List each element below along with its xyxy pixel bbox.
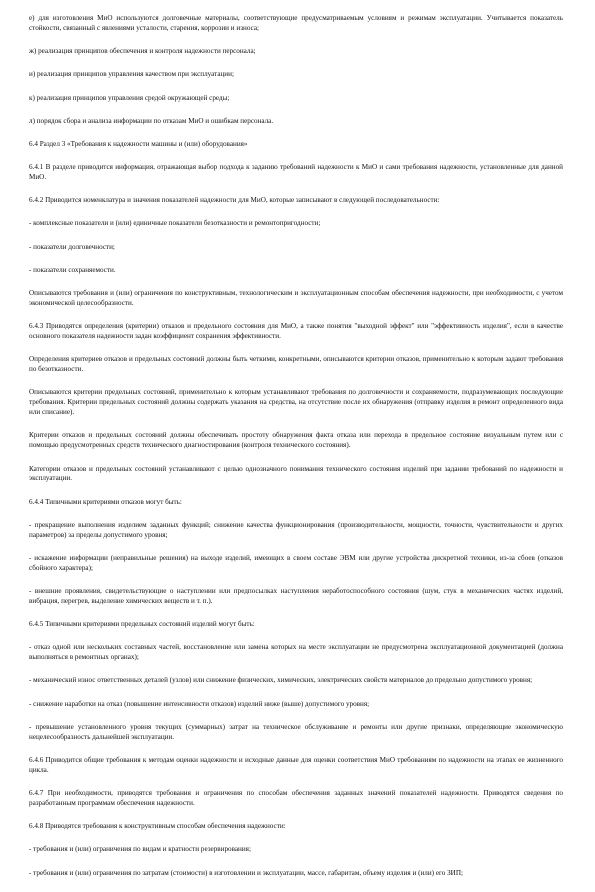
paragraph-failure-criteria: Определения критериев отказов и предельных состояний должны быть четкими, конкретными, описываются критерии отказов, применительно к которым задают требования по безотказности. xyxy=(29,355,563,374)
bullet-mtbf-decrease: - снижение наработки на отказ (повышение интенсивности отказов) изделий ниже (выше) допустимого уровня; xyxy=(29,699,370,708)
bullet-durability: - показатели долговечности; xyxy=(29,242,115,251)
paragraph-requirements: Описываются требования и (или) ограничения по конструктивным, технологическим и эксплуатационным способам обеспечения надежности, при необходимости, с учетом экономической целесообразности. xyxy=(29,289,563,307)
bullet-mechanical-wear: - механический износ ответственных деталей (узлов) или снижение физических, химических, электрических свойств материалов до предельно допустимого уровня; xyxy=(29,676,533,685)
section-heading: 6.4 Раздел 3 «Требования к надежности машины и (или) оборудования» xyxy=(29,139,248,148)
paragraph-item-zh: ж) реализация принципов обеспечения и контроля надежности персонала; xyxy=(29,47,256,56)
bullet-information-distortion: - искажение информации (неправильные решения) на выходе изделий, имеющих в своем составе ЭВМ или другие устройства дискретной техники, из-за сбоев (отказов сбойного характера); xyxy=(29,553,563,572)
bullet-component-failure: - отказ одной или нескольких составных частей, восстановление или замена которых на месте эксплуатации не предусмотрена эксплуатационной документацией (должна выполняться в ремонтных органах); xyxy=(29,643,563,662)
paragraph-6-4-4: 6.4.4 Типичными критериями отказов могут быть: xyxy=(29,497,182,506)
document-page xyxy=(29,14,563,892)
bullet-redundancy: - требования и (или) ограничения по видам и кратности резервирования; xyxy=(29,845,251,854)
bullet-reliability-indicators: - комплексные показатели и (или) единичные показатели безотказности и ремонтопригодности; xyxy=(29,219,321,228)
paragraph-detection: Критерии отказов и предельных состояний должны обеспечивать простоту обнаружения факта отказа или перехода в предельное состояние визуальным путем или с помощью предусмотренных средств технического диагностирования (контроля технического состояния). xyxy=(29,431,563,450)
paragraph-limit-states: Описываются критерии предельных состояний, применительно к которым устанавливают требования по долговечности и сохраняемости, подразумевающих последующие требования. Критерии предельных состояний должны содержать указания на средства, на отсутствие после их обнаружения (отправку изделия в ремонт определенного вида или списание). xyxy=(29,388,563,417)
bullet-function-stop: - прекращение выполнения изделием заданных функций; снижение качества функционирования (производительности, мощности, точности, чувствительности и других параметров) за пределы допустимого уровня; xyxy=(29,520,563,539)
paragraph-6-4-7: 6.4.7 При необходимости, приводятся требования и ограничения по способам обеспечения заданных значений показателей надежности. Приводятся сведения по разработанным программам обеспечения надежности. xyxy=(29,789,563,807)
paragraph-item-k: к) реализация принципов управления средой окружающей среды; xyxy=(29,93,230,102)
paragraph-6-4-8: 6.4.8 Приводятся требования к конструктивным способам обеспечения надежности: xyxy=(29,822,286,831)
paragraph-6-4-1: 6.4.1 В разделе приводится информация, отражающая выбор подхода к заданию требований надежности к МиО и сами требования надежности, установленные для данной МиО. xyxy=(29,163,563,182)
bullet-external-signs: - внешние проявления, свидетельствующие о наступлении или предпосылках наступления неработоспособного состояния (шум, стук в механических частях изделий, вибрация, перегрев, выделение химических веществ и т. п.). xyxy=(29,587,563,605)
paragraph-item-i: и) реализация принципов управления качеством при эксплуатации; xyxy=(29,70,234,79)
paragraph-categories: Категории отказов и предельных состояний устанавливают с целью однозначного понимания технического состояния изделий при задании требований по надежности и эксплуатации. xyxy=(29,464,563,483)
paragraph-item-l: л) порядок сбора и анализа информации по отказам МиО и ошибкам персонала. xyxy=(29,116,274,125)
bullet-cost-constraints: - требования и (или) ограничения по затратам (стоимости) в изготовлении и эксплуатации, массе, габаритам, объему изделия и (или) его ЗИП; xyxy=(29,868,463,877)
paragraph-6-4-3: 6.4.3 Приводятся определения (критерии) отказов и предельного состояния для МиО, а также понятия "выходной эффект" или "эффективность изделия", если в качестве основного показателя надежности задан коэффициент сохранения эффективности. xyxy=(29,322,563,341)
paragraph-6-4-2: 6.4.2 Приводится номенклатура и значения показателей надежности для МиО, которые записывают в следующей последовательности: xyxy=(29,196,440,205)
paragraph-6-4-5: 6.4.5 Типичными критериями предельных состояний изделий могут быть: xyxy=(29,620,255,629)
paragraph-6-4-6: 6.4.6 Приводится общие требования к методам оценки надежности и исходные данные для оценки соответствия МиО требованиям по надежности на этапах ее жизненного цикла. xyxy=(29,755,563,774)
bullet-cost-excess: - превышение установленного уровня текущих (суммарных) затрат на техническое обслуживание и ремонты или другие признаки, определяющие экономическую нецелесообразность дальнейшей эксплуатации. xyxy=(29,722,563,741)
paragraph-item-e: е) для изготовления МиО используются долговечные материалы, соответствующие предусматриваемым условиям и режимам эксплуатации. Учитывается показатель стойкости, связанный с явлениями усталости, старения, коррозии и износа; xyxy=(29,14,563,32)
bullet-storability: - показатели сохраняемости. xyxy=(29,265,116,274)
